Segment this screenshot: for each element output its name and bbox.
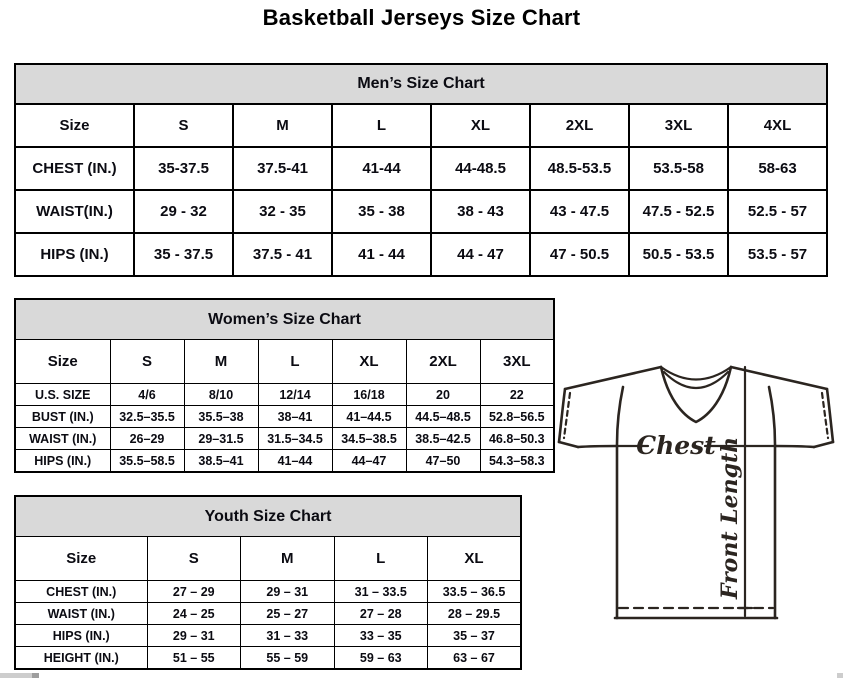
table-row <box>15 233 827 276</box>
table-header-row <box>15 340 554 384</box>
cell: 33 – 35 <box>334 625 428 647</box>
cell: 20 <box>406 384 480 406</box>
cell: 34.5–38.5 <box>332 428 406 450</box>
cell: 47 - 50.5 <box>530 233 629 276</box>
jersey-measurement-diagram <box>556 358 842 632</box>
row-label: WAIST (IN.) <box>15 603 147 625</box>
cell: 35.5–38 <box>184 406 258 428</box>
column-header: 3XL <box>629 104 728 147</box>
table-title: Youth Size Chart <box>15 496 521 537</box>
cell: 27 – 29 <box>147 581 241 603</box>
horizontal-scrollbar-track[interactable] <box>0 673 32 678</box>
cell: 38 - 43 <box>431 190 530 233</box>
front-length-label: Front Length <box>717 436 743 600</box>
cell: 29 - 32 <box>134 190 233 233</box>
row-label: CHEST (IN.) <box>15 147 134 190</box>
table-row <box>15 450 554 473</box>
row-label: BUST (IN.) <box>15 406 110 428</box>
cell: 8/10 <box>184 384 258 406</box>
jersey-left-sleeve-underside <box>578 446 617 447</box>
cell: 63 – 67 <box>428 647 522 670</box>
mens-size-chart-table <box>14 63 826 277</box>
row-label: HIPS (IN.) <box>15 625 147 647</box>
cell: 31 – 33 <box>241 625 335 647</box>
cell: 4/6 <box>110 384 184 406</box>
table-row <box>15 603 521 625</box>
cell: 25 – 27 <box>241 603 335 625</box>
cell: 29 – 31 <box>147 625 241 647</box>
column-header: M <box>233 104 332 147</box>
chest-label: Chest <box>636 431 716 460</box>
cell: 29–31.5 <box>184 428 258 450</box>
cell: 37.5-41 <box>233 147 332 190</box>
column-header: L <box>334 537 428 581</box>
cell: 32.5–35.5 <box>110 406 184 428</box>
cell: 37.5 - 41 <box>233 233 332 276</box>
cell: 44 - 47 <box>431 233 530 276</box>
jersey-left-shoulder-line <box>565 367 661 389</box>
table-title: Women’s Size Chart <box>15 299 554 340</box>
table-row <box>15 147 827 190</box>
cell: 41–44.5 <box>332 406 406 428</box>
row-label: HIPS (IN.) <box>15 450 110 473</box>
page-title: Basketball Jerseys Size Chart <box>262 5 581 30</box>
cell: 31.5–34.5 <box>258 428 332 450</box>
row-label: WAIST(IN.) <box>15 190 134 233</box>
column-header: 2XL <box>530 104 629 147</box>
column-header: L <box>332 104 431 147</box>
column-header: S <box>110 340 184 384</box>
jersey-vneck-outline <box>661 367 731 422</box>
column-header: 4XL <box>728 104 827 147</box>
cell: 32 - 35 <box>233 190 332 233</box>
cell: 54.3–58.3 <box>480 450 554 473</box>
cell: 16/18 <box>332 384 406 406</box>
cell: 29 – 31 <box>241 581 335 603</box>
column-header: M <box>184 340 258 384</box>
table-row <box>15 625 521 647</box>
cell: 35 - 38 <box>332 190 431 233</box>
table-row <box>15 647 521 670</box>
youth-size-chart-table <box>14 495 520 670</box>
column-header: Size <box>15 537 147 581</box>
row-label: WAIST (IN.) <box>15 428 110 450</box>
cell: 22 <box>480 384 554 406</box>
column-header: 3XL <box>480 340 554 384</box>
row-label: HIPS (IN.) <box>15 233 134 276</box>
jersey-right-sleeve-underside <box>775 446 814 447</box>
table-row <box>15 581 521 603</box>
cell: 35-37.5 <box>134 147 233 190</box>
cell: 38.5–41 <box>184 450 258 473</box>
cell: 35.5–58.5 <box>110 450 184 473</box>
cell: 52.8–56.5 <box>480 406 554 428</box>
cell: 47–50 <box>406 450 480 473</box>
table-row <box>15 406 554 428</box>
cell: 41-44 <box>332 147 431 190</box>
cell: 43 - 47.5 <box>530 190 629 233</box>
cell: 31 – 33.5 <box>334 581 428 603</box>
column-header: S <box>134 104 233 147</box>
jersey-right-body-seam <box>769 387 775 618</box>
column-header: S <box>147 537 241 581</box>
cell: 12/14 <box>258 384 332 406</box>
jersey-right-cuff-edge <box>814 442 833 447</box>
cell: 26–29 <box>110 428 184 450</box>
column-header: Size <box>15 340 110 384</box>
row-label: HEIGHT (IN.) <box>15 647 147 670</box>
column-header: XL <box>428 537 522 581</box>
cell: 58-63 <box>728 147 827 190</box>
cell: 24 – 25 <box>147 603 241 625</box>
cell: 51 – 55 <box>147 647 241 670</box>
cell: 48.5-53.5 <box>530 147 629 190</box>
row-label: U.S. SIZE <box>15 384 110 406</box>
cell: 33.5 – 36.5 <box>428 581 522 603</box>
cell: 35 - 37.5 <box>134 233 233 276</box>
cell: 55 – 59 <box>241 647 335 670</box>
table-header-row <box>15 104 827 147</box>
column-header: M <box>241 537 335 581</box>
table-row <box>15 384 554 406</box>
cell: 53.5-58 <box>629 147 728 190</box>
cell: 44–47 <box>332 450 406 473</box>
horizontal-scrollbar-thumb[interactable] <box>32 673 39 678</box>
cell: 35 – 37 <box>428 625 522 647</box>
table-title: Men’s Size Chart <box>15 64 827 104</box>
cell: 44-48.5 <box>431 147 530 190</box>
cell: 41–44 <box>258 450 332 473</box>
column-header: Size <box>15 104 134 147</box>
row-label: CHEST (IN.) <box>15 581 147 603</box>
column-header: L <box>258 340 332 384</box>
horizontal-scrollbar-right-fragment[interactable] <box>837 673 843 678</box>
womens-size-chart-table <box>14 298 553 473</box>
cell: 59 – 63 <box>334 647 428 670</box>
cell: 41 - 44 <box>332 233 431 276</box>
cell: 53.5 - 57 <box>728 233 827 276</box>
column-header: 2XL <box>406 340 480 384</box>
table-row <box>15 190 827 233</box>
cell: 28 – 29.5 <box>428 603 522 625</box>
cell: 44.5–48.5 <box>406 406 480 428</box>
column-header: XL <box>431 104 530 147</box>
cell: 47.5 - 52.5 <box>629 190 728 233</box>
jersey-left-body-seam <box>617 387 623 618</box>
table-row <box>15 428 554 450</box>
cell: 27 – 28 <box>334 603 428 625</box>
cell: 38.5–42.5 <box>406 428 480 450</box>
cell: 38–41 <box>258 406 332 428</box>
table-header-row <box>15 537 521 581</box>
jersey-left-cuff-edge <box>559 442 578 447</box>
cell: 50.5 - 53.5 <box>629 233 728 276</box>
cell: 46.8–50.3 <box>480 428 554 450</box>
column-header: XL <box>332 340 406 384</box>
cell: 52.5 - 57 <box>728 190 827 233</box>
